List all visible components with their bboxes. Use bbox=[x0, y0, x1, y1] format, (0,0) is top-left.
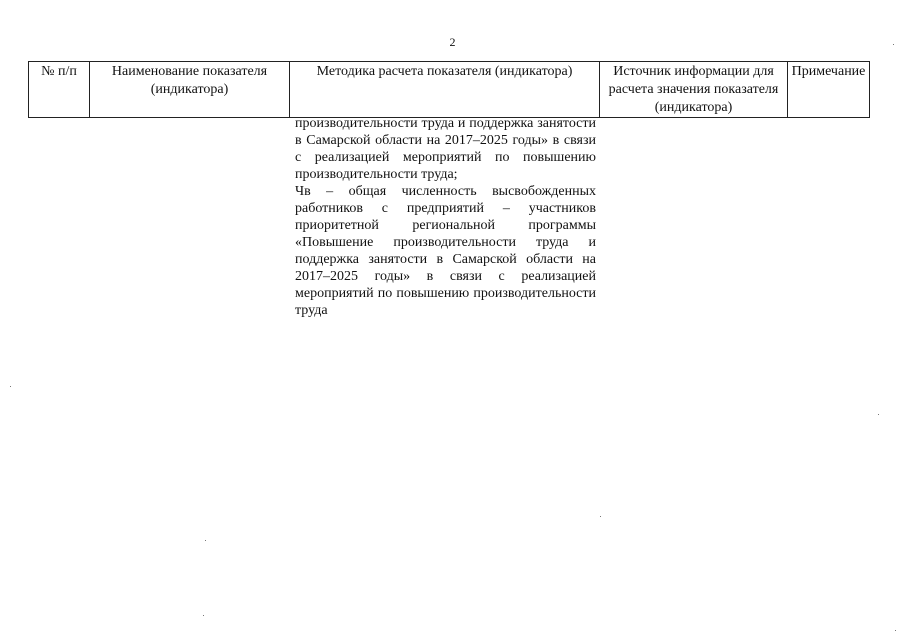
header-information-source: Источник информации для расчета значения показателя (индикатора) bbox=[600, 62, 788, 118]
scan-speck bbox=[893, 44, 894, 45]
page-number: 2 bbox=[449, 35, 456, 49]
header-row bbox=[29, 62, 870, 118]
method-paragraph: производительности труда и поддержка занятости в Самарской области на 2017–2025 годы» в связи с реализацией мероприятий по повышению производительности труда; bbox=[295, 116, 596, 182]
header-indicator-name: Наименование показателя (индикатора) bbox=[90, 62, 290, 118]
scan-speck bbox=[878, 414, 879, 415]
scan-speck bbox=[205, 540, 206, 541]
indicator-table-header bbox=[28, 61, 870, 118]
scan-speck bbox=[203, 615, 204, 616]
header-number: № п/п bbox=[29, 62, 90, 118]
header-note: Примечание bbox=[788, 62, 870, 118]
scan-speck bbox=[895, 630, 896, 631]
header-calculation-method: Методика расчета показателя (индикатора) bbox=[290, 62, 600, 118]
scan-speck bbox=[600, 516, 601, 517]
calculation-method-text bbox=[295, 115, 596, 319]
method-paragraph: Чв – общая численность высвобожденных работников с предприятий – участников приоритетной региональной программы «Повышение производительности труда и поддержка занятости в Самарской области на 2017–2025 годы» в связи с реализацией мероприятий по повышению производительности труда bbox=[295, 184, 596, 318]
scan-speck bbox=[10, 386, 11, 387]
